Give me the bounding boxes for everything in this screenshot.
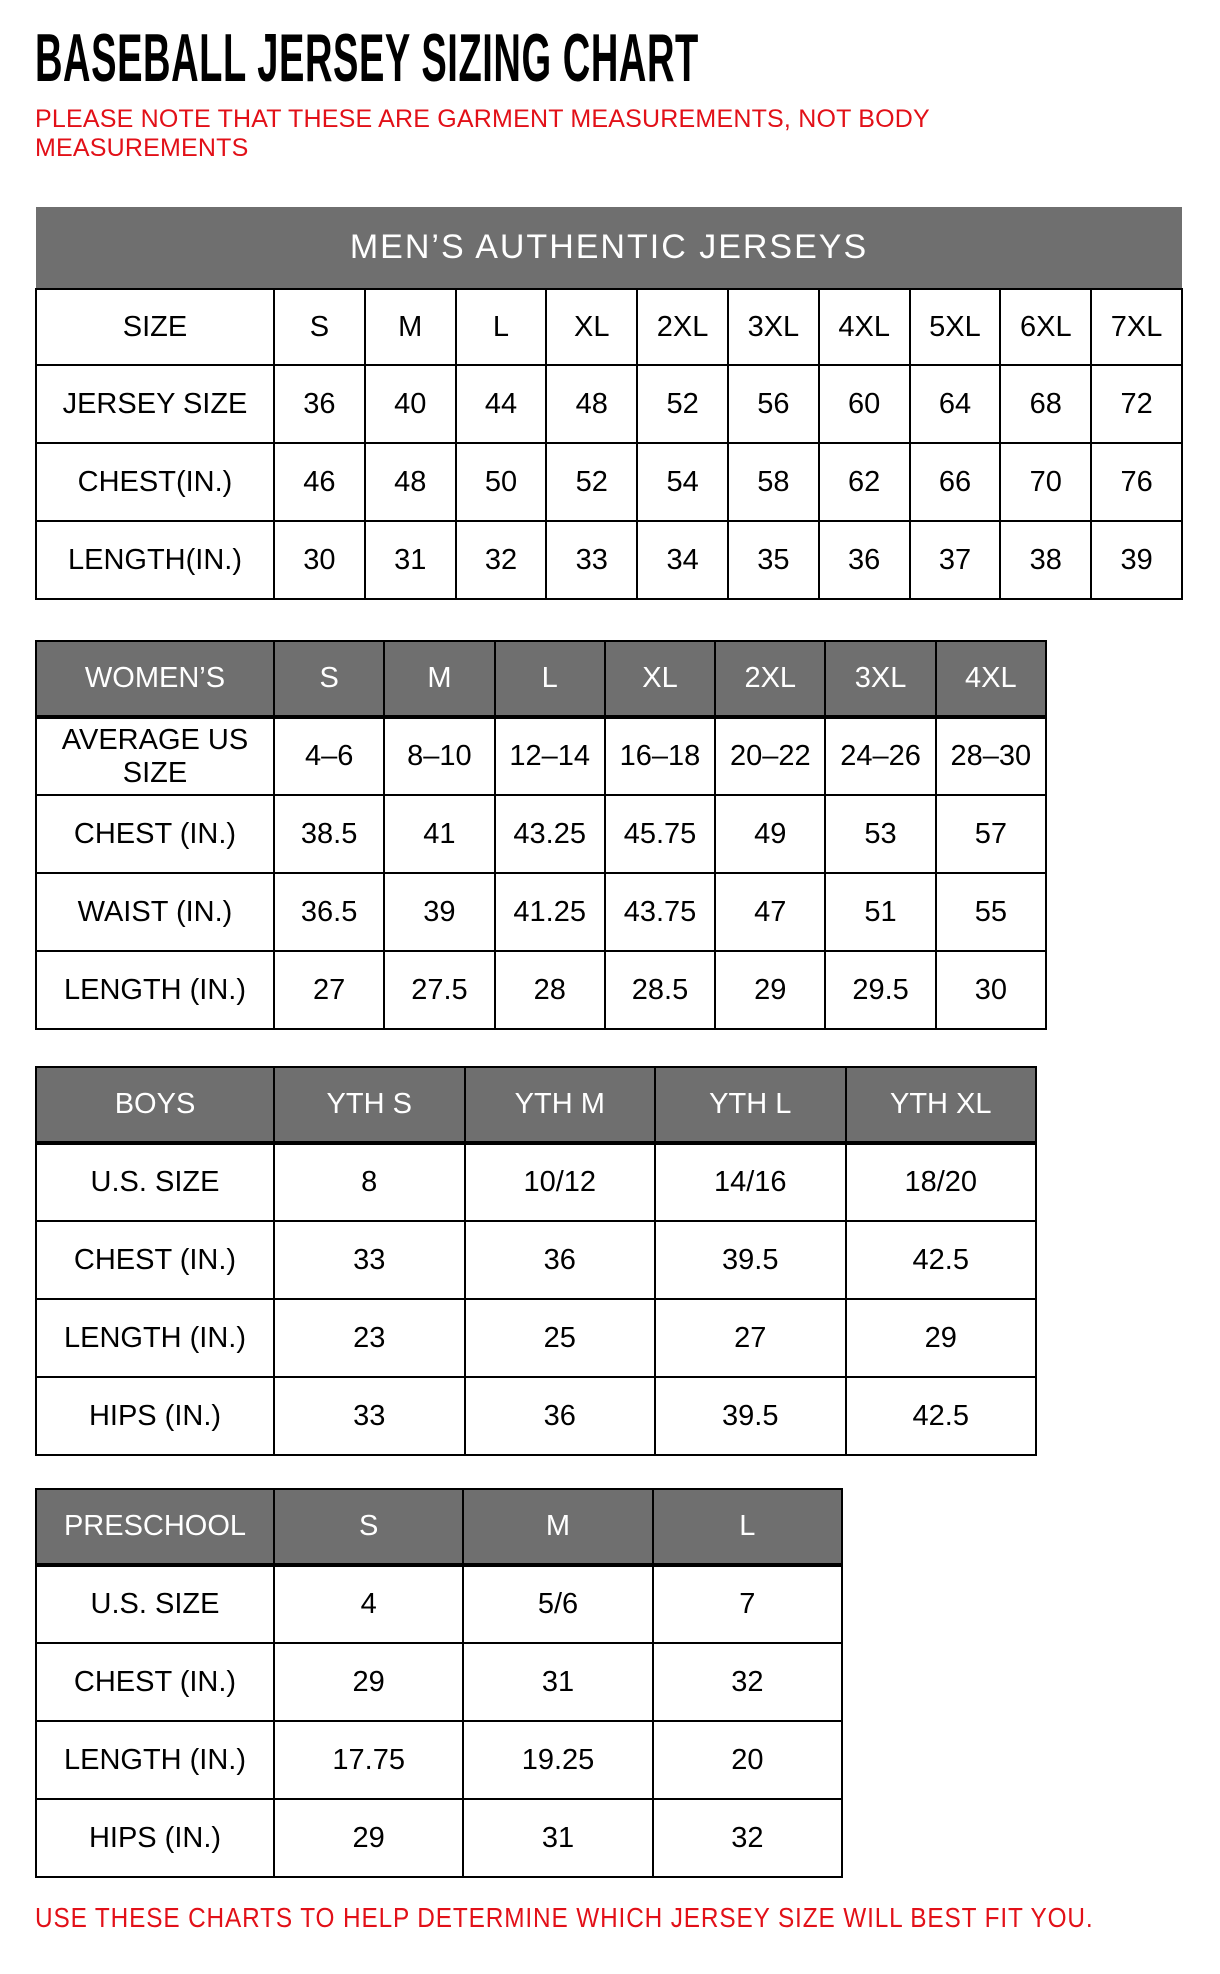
womens-cell: 39	[384, 873, 494, 951]
womens-header-cell: XL	[605, 641, 715, 717]
mens-header-cell: M	[365, 289, 456, 365]
boys-header-label: BOYS	[36, 1067, 274, 1143]
garment-measurements-note: PLEASE NOTE THAT THESE ARE GARMENT MEASUREMENTS, NOT BODY MEASUREMENTS	[35, 105, 930, 163]
mens-header-cell: XL	[546, 289, 637, 365]
womens-cell: 28–30	[936, 717, 1046, 795]
mens-cell: 44	[456, 365, 547, 443]
boys-cell: 18/20	[846, 1143, 1037, 1221]
womens-row-label: CHEST (IN.)	[36, 795, 274, 873]
mens-cell: 36	[819, 521, 910, 599]
womens-row-label: WAIST (IN.)	[36, 873, 274, 951]
mens-header-cell: 7XL	[1091, 289, 1182, 365]
mens-cell: 48	[546, 365, 637, 443]
womens-row	[36, 873, 1046, 951]
page-title: BASEBALL JERSEY SIZING CHART	[35, 20, 699, 96]
boys-row	[36, 1299, 1036, 1377]
mens-cell: 48	[365, 443, 456, 521]
boys-cell: 36	[465, 1377, 656, 1455]
womens-header-cell: L	[495, 641, 605, 717]
mens-cell: 68	[1000, 365, 1091, 443]
womens-header-row	[36, 641, 1046, 717]
preschool-header-row	[36, 1489, 842, 1565]
boys-row-label: CHEST (IN.)	[36, 1221, 274, 1299]
preschool-row	[36, 1721, 842, 1799]
womens-cell: 41.25	[495, 873, 605, 951]
womens-header-cell: 2XL	[715, 641, 825, 717]
womens-row-label: AVERAGE US SIZE	[36, 717, 274, 795]
womens-cell: 28	[495, 951, 605, 1029]
mens-cell: 35	[728, 521, 819, 599]
boys-cell: 36	[465, 1221, 656, 1299]
womens-cell: 51	[825, 873, 935, 951]
mens-row-label: LENGTH(IN.)	[36, 521, 274, 599]
preschool-cell: 4	[274, 1565, 463, 1643]
mens-cell: 30	[274, 521, 365, 599]
mens-header-cell: L	[456, 289, 547, 365]
mens-header-cell: 5XL	[910, 289, 1001, 365]
preschool-row	[36, 1799, 842, 1877]
womens-cell: 29	[715, 951, 825, 1029]
womens-cell: 12–14	[495, 717, 605, 795]
mens-authentic-jerseys-table	[35, 207, 1183, 600]
womens-cell: 57	[936, 795, 1046, 873]
boys-cell: 23	[274, 1299, 465, 1377]
mens-cell: 38	[1000, 521, 1091, 599]
mens-banner-row	[36, 207, 1182, 289]
womens-cell: 27	[274, 951, 384, 1029]
mens-row	[36, 521, 1182, 599]
preschool-cell: 29	[274, 1643, 463, 1721]
preschool-cell: 31	[463, 1799, 652, 1877]
womens-cell: 20–22	[715, 717, 825, 795]
mens-cell: 62	[819, 443, 910, 521]
mens-cell: 46	[274, 443, 365, 521]
boys-header-cell: YTH XL	[846, 1067, 1037, 1143]
womens-row	[36, 717, 1046, 795]
boys-row-label: HIPS (IN.)	[36, 1377, 274, 1455]
preschool-cell: 5/6	[463, 1565, 652, 1643]
footer-note: USE THESE CHARTS TO HELP DETERMINE WHICH JERSEY SIZE WILL BEST FIT YOU.	[35, 1902, 1094, 1934]
mens-cell: 34	[637, 521, 728, 599]
mens-cell: 31	[365, 521, 456, 599]
mens-header-cell: 6XL	[1000, 289, 1091, 365]
womens-cell: 49	[715, 795, 825, 873]
mens-header-label: SIZE	[36, 289, 274, 365]
preschool-cell: 29	[274, 1799, 463, 1877]
boys-row	[36, 1221, 1036, 1299]
preschool-row	[36, 1643, 842, 1721]
womens-cell: 30	[936, 951, 1046, 1029]
womens-cell: 36.5	[274, 873, 384, 951]
preschool-header-cell: L	[653, 1489, 842, 1565]
mens-cell: 52	[637, 365, 728, 443]
mens-header-cell: 2XL	[637, 289, 728, 365]
mens-cell: 58	[728, 443, 819, 521]
womens-header-cell: S	[274, 641, 384, 717]
womens-header-cell: M	[384, 641, 494, 717]
boys-cell: 39.5	[655, 1221, 846, 1299]
mens-row	[36, 365, 1182, 443]
womens-sizing-table	[35, 640, 1047, 1030]
mens-cell: 39	[1091, 521, 1182, 599]
mens-cell: 66	[910, 443, 1001, 521]
mens-cell: 33	[546, 521, 637, 599]
mens-row-label: CHEST(IN.)	[36, 443, 274, 521]
mens-header-cell: S	[274, 289, 365, 365]
mens-header-cell: 3XL	[728, 289, 819, 365]
womens-cell: 16–18	[605, 717, 715, 795]
preschool-header-cell: S	[274, 1489, 463, 1565]
womens-cell: 43.25	[495, 795, 605, 873]
boys-cell: 29	[846, 1299, 1037, 1377]
preschool-header-label: PRESCHOOL	[36, 1489, 274, 1565]
mens-header-row	[36, 289, 1182, 365]
preschool-cell: 7	[653, 1565, 842, 1643]
womens-header-cell: 4XL	[936, 641, 1046, 717]
boys-header-cell: YTH S	[274, 1067, 465, 1143]
boys-row-label: U.S. SIZE	[36, 1143, 274, 1221]
mens-cell: 56	[728, 365, 819, 443]
boys-cell: 10/12	[465, 1143, 656, 1221]
mens-cell: 36	[274, 365, 365, 443]
mens-cell: 40	[365, 365, 456, 443]
preschool-sizing-table	[35, 1488, 843, 1878]
womens-cell: 41	[384, 795, 494, 873]
womens-row	[36, 951, 1046, 1029]
preschool-row-label: CHEST (IN.)	[36, 1643, 274, 1721]
mens-row-label: JERSEY SIZE	[36, 365, 274, 443]
womens-cell: 28.5	[605, 951, 715, 1029]
preschool-header-cell: M	[463, 1489, 652, 1565]
womens-cell: 43.75	[605, 873, 715, 951]
boys-cell: 42.5	[846, 1221, 1037, 1299]
preschool-row-label: LENGTH (IN.)	[36, 1721, 274, 1799]
womens-cell: 53	[825, 795, 935, 873]
mens-header-cell: 4XL	[819, 289, 910, 365]
preschool-cell: 19.25	[463, 1721, 652, 1799]
womens-cell: 47	[715, 873, 825, 951]
womens-cell: 45.75	[605, 795, 715, 873]
preschool-row-label: U.S. SIZE	[36, 1565, 274, 1643]
womens-header-cell: 3XL	[825, 641, 935, 717]
womens-cell: 24–26	[825, 717, 935, 795]
boys-cell: 42.5	[846, 1377, 1037, 1455]
boys-header-row	[36, 1067, 1036, 1143]
womens-cell: 4–6	[274, 717, 384, 795]
mens-cell: 70	[1000, 443, 1091, 521]
preschool-cell: 32	[653, 1643, 842, 1721]
mens-cell: 52	[546, 443, 637, 521]
preschool-row	[36, 1565, 842, 1643]
womens-row	[36, 795, 1046, 873]
womens-cell: 8–10	[384, 717, 494, 795]
boys-cell: 33	[274, 1377, 465, 1455]
boys-row	[36, 1377, 1036, 1455]
boys-cell: 25	[465, 1299, 656, 1377]
womens-cell: 38.5	[274, 795, 384, 873]
preschool-cell: 20	[653, 1721, 842, 1799]
mens-cell: 72	[1091, 365, 1182, 443]
womens-cell: 55	[936, 873, 1046, 951]
womens-cell: 27.5	[384, 951, 494, 1029]
womens-row-label: LENGTH (IN.)	[36, 951, 274, 1029]
boys-row-label: LENGTH (IN.)	[36, 1299, 274, 1377]
boys-cell: 27	[655, 1299, 846, 1377]
boys-header-cell: YTH L	[655, 1067, 846, 1143]
preschool-cell: 32	[653, 1799, 842, 1877]
mens-cell: 50	[456, 443, 547, 521]
boys-row	[36, 1143, 1036, 1221]
boys-cell: 14/16	[655, 1143, 846, 1221]
womens-header-label: WOMEN’S	[36, 641, 274, 717]
mens-cell: 60	[819, 365, 910, 443]
preschool-row-label: HIPS (IN.)	[36, 1799, 274, 1877]
preschool-cell: 17.75	[274, 1721, 463, 1799]
mens-cell: 54	[637, 443, 728, 521]
boys-sizing-table	[35, 1066, 1037, 1456]
boys-cell: 39.5	[655, 1377, 846, 1455]
boys-cell: 33	[274, 1221, 465, 1299]
mens-cell: 37	[910, 521, 1001, 599]
boys-header-cell: YTH M	[465, 1067, 656, 1143]
womens-cell: 29.5	[825, 951, 935, 1029]
mens-banner: MEN’S AUTHENTIC JERSEYS	[36, 207, 1182, 289]
mens-cell: 76	[1091, 443, 1182, 521]
mens-cell: 64	[910, 365, 1001, 443]
boys-cell: 8	[274, 1143, 465, 1221]
preschool-cell: 31	[463, 1643, 652, 1721]
mens-cell: 32	[456, 521, 547, 599]
mens-row	[36, 443, 1182, 521]
